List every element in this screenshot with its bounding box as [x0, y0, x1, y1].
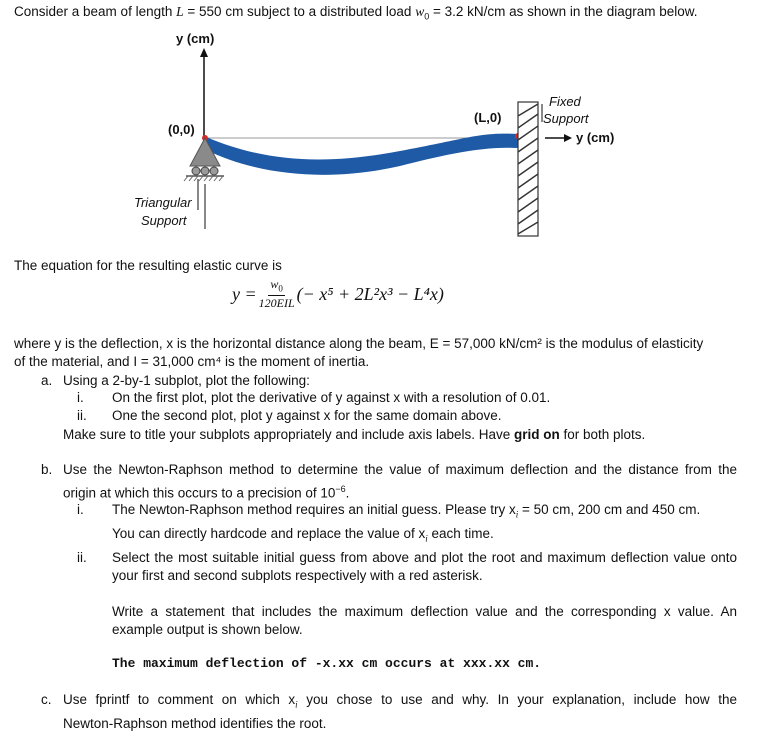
- y-axis-label: y (cm): [176, 31, 215, 46]
- part-c-line-1: [63, 692, 737, 710]
- part-c-line-2: Newton-Raphson method identifies the root.: [63, 716, 327, 731]
- where-line-2: of the material, and I = 31,000 cm⁴ is the moment of inertia.: [14, 354, 370, 369]
- part-a-ii-text: One the second plot, plot y against x for the same domain above.: [112, 408, 502, 423]
- part-a-i-marker: i.: [77, 390, 84, 405]
- part-b-i-text: [112, 502, 700, 520]
- part-b-statement-line-2: example output is shown below.: [112, 622, 303, 637]
- part-b-i-line-2-pre: You can directly hardcode and replace the value of x: [112, 526, 426, 541]
- fixed-support-label-2: Support: [543, 111, 589, 126]
- roller-wheel-2: [201, 167, 209, 175]
- part-a-marker: a.: [41, 373, 53, 388]
- part-c-line-1-pre: Use fprintf to comment on which x: [63, 692, 296, 707]
- load-symbol: w: [415, 4, 425, 19]
- part-c-marker: c.: [41, 692, 52, 707]
- end-label: (L,0): [474, 110, 502, 125]
- part-b-line-2: [63, 484, 349, 501]
- beam-diagram-svg: [0, 24, 759, 244]
- part-a-text: Using a 2-by-1 subplot, plot the following:: [63, 373, 310, 388]
- equation-intro: The equation for the resulting elastic curve is: [14, 258, 282, 273]
- load-value: = 3.2 kN/cm as shown in the diagram below.: [432, 4, 698, 19]
- equation-rhs: (− x⁵ + 2L²x³ − L⁴x): [296, 283, 444, 304]
- part-b-marker: b.: [41, 462, 53, 477]
- part-b-i-line-2: [112, 526, 494, 544]
- y-axis-arrow: [200, 48, 208, 57]
- triangular-support-label-2: Support: [141, 213, 187, 228]
- part-a-note-post: for both plots.: [559, 427, 646, 442]
- part-b-statement-line-1: Write a statement that includes the maximum deflection value and the corresponding x value. An: [112, 604, 737, 619]
- part-c-sub: i: [295, 699, 298, 710]
- part-a-i-text: On the first plot, plot the derivative of y against x with a resolution of 0.01.: [112, 390, 551, 405]
- part-b-ii-line-2: your first and second subplots respectively with a red asterisk.: [112, 568, 483, 583]
- part-b-i-line-2-sub: i: [425, 533, 428, 544]
- equation-fraction: [259, 278, 295, 310]
- beam: [206, 134, 518, 175]
- load-subscript: 0: [424, 11, 430, 22]
- part-b-i-text-post: = 50 cm, 200 cm and 450 cm.: [518, 502, 701, 517]
- beam-diagram: [0, 24, 759, 244]
- origin-label: (0,0): [168, 122, 195, 137]
- part-b-i-marker: i.: [77, 502, 84, 517]
- length-symbol: L: [176, 4, 184, 19]
- part-b-line-2-post: .: [345, 485, 350, 501]
- fixed-support-label-1: Fixed: [549, 94, 581, 109]
- right-axis-label: y (cm): [576, 130, 615, 145]
- part-a-note: [63, 427, 645, 442]
- right-axis-arrow: [564, 134, 572, 142]
- equation-lhs: y =: [232, 283, 257, 304]
- length-value: = 550 cm subject to a distributed load: [187, 4, 412, 19]
- intro-pre: Consider a beam of length: [14, 4, 173, 19]
- equation-denominator: 120EIL: [258, 296, 295, 311]
- where-line-1: where y is the deflection, x is the horizontal distance along the beam, E = 57,000 kN/cm² is the modulus of elasticity: [14, 336, 704, 351]
- roller-wheel-3: [210, 167, 218, 175]
- part-b-exponent: −6: [335, 484, 346, 494]
- part-b-line-1: Use the Newton-Raphson method to determine the value of maximum deflection and the distance from the: [63, 462, 737, 477]
- part-a-ii-marker: ii.: [77, 408, 87, 423]
- equation-numerator: $w_0$: [268, 278, 285, 296]
- part-b-i-line-2-post: each time.: [427, 526, 494, 541]
- part-b-ii-marker: ii.: [77, 550, 87, 565]
- roller-wheel-1: [192, 167, 200, 175]
- part-b-i-sub: i: [515, 509, 519, 520]
- part-b-line-2-pre: origin at which this occurs to a precision of 10: [63, 485, 336, 501]
- elastic-curve-equation: [232, 278, 444, 310]
- intro-line: [14, 4, 698, 22]
- part-b-i-text-pre: The Newton-Raphson method requires an initial guess. Please try x: [112, 502, 516, 517]
- part-a-note-pre: Make sure to title your subplots appropriately and include axis labels. Have: [63, 427, 514, 442]
- example-output: The maximum deflection of -x.xx cm occurs at xxx.xx cm.: [112, 656, 542, 671]
- part-a-note-bold: grid on: [514, 427, 560, 442]
- part-b-ii-line-1: Select the most suitable initial guess from above and plot the root and maximum deflection value onto: [112, 550, 737, 565]
- triangular-support-label-1: Triangular: [134, 195, 192, 210]
- part-c-line-1-post: you chose to use and why. In your explanation, include how the: [297, 692, 737, 707]
